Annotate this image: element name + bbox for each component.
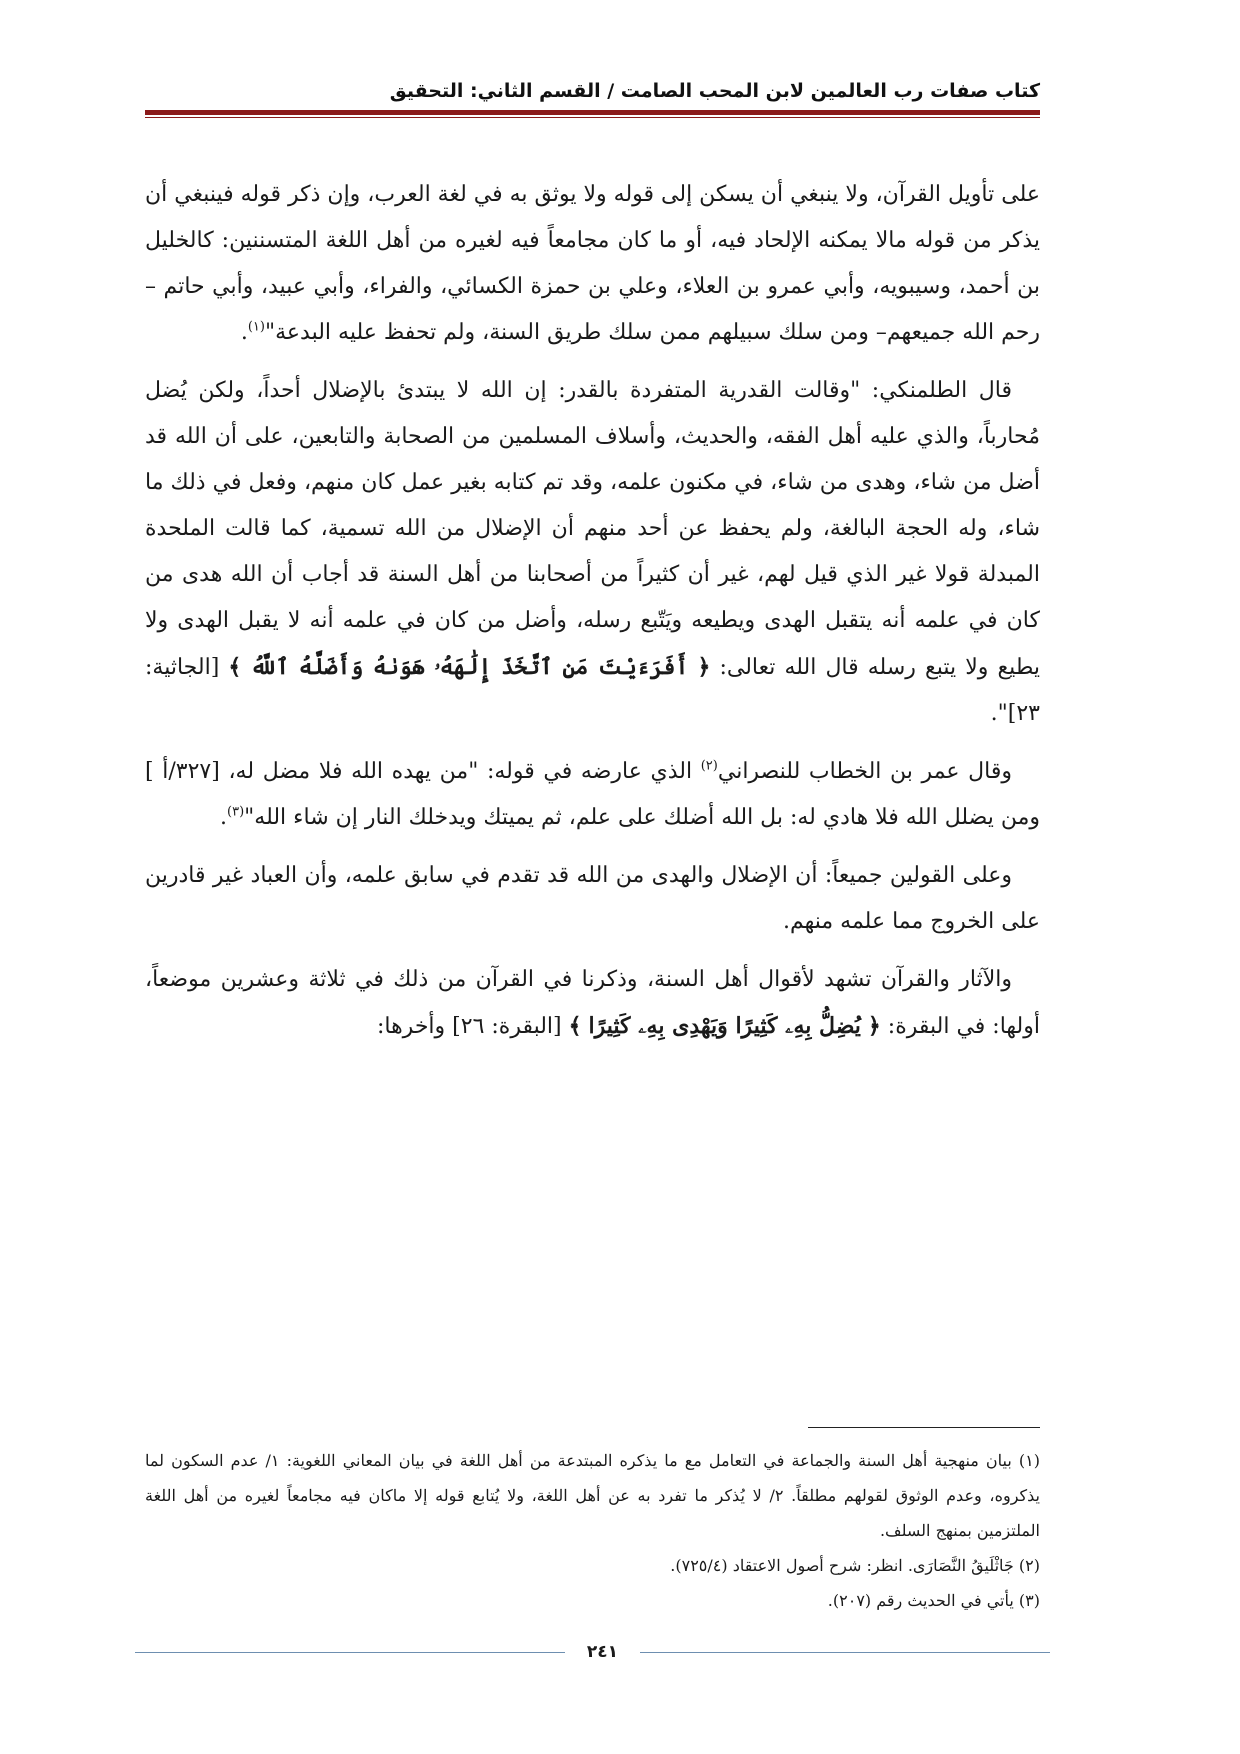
verse-reference: [الجاثية: ٢٣]".: [145, 655, 1040, 726]
footnote-3: (٣) يأتي في الحديث رقم (٢٠٧).: [827, 1591, 1040, 1610]
header-rule-thick: [145, 110, 1040, 115]
footnote-separator: [808, 1427, 1040, 1428]
quran-bracket-close: ﴾: [568, 1013, 582, 1039]
header-rule-thin: [145, 117, 1040, 118]
quran-verse-baqara: يُضِلُّ بِهِۦ كَثِيرًا وَيَهْدِى بِهِۦ كَثِيرًا: [588, 1013, 861, 1039]
footer-rule-left: [135, 1652, 565, 1653]
page-number: ٢٤١: [586, 1642, 619, 1662]
quran-verse-jathiya: أَفَرَءَيْتَ مَنِ ٱتَّخَذَ إِلَٰهَهُۥ هَوَىٰهُ وَأَضَلَّهُ ٱللَّهُ: [250, 654, 689, 680]
footnote-1: (١) بيان منهجية أهل السنة والجماعة في التعامل مع ما يذكره المبتدعة من أهل اللغة في بيان المعاني اللغوية: ١/ عدم السكون لما يذكروه، وعدم الوثوق لقولهم مطلقاً. ٢/ لا يُذكر ما تفرد به عن أهل اللغة، ولا يُتابع قوله إلا ماكان فيه مجامعاً لغيره من أهل اللغة الملتزمين بمنهج السلف.: [145, 1451, 1040, 1540]
verse-reference: [البقرة: ٢٦] وأخرها:: [376, 1014, 562, 1039]
footnote-ref-3[interactable]: (٣): [227, 804, 245, 820]
paragraph-1: على تأويل القرآن، ولا ينبغي أن يسكن إلى قوله ولا يوثق به في لغة العرب، وإن ذكر قوله فينبغي أن يذكر من قوله مالا يمكنه الإلحاد فيه، أو ما كان مجامعاً فيه لغيره من أهل اللغة المتسننين: كالخليل بن أحمد، وسيبويه، وأبي عمرو بن العلاء، وعلي بن حمزة الكسائي، والفراء، وأبي عبيد، وأبي حاتم –رحم الله جميعهم– ومن سلك سبيلهم ممن سلك طريق السنة، ولم تحفظ عليه البدعة"$^{(١)}$.: [145, 182, 1040, 345]
running-header: كتاب صفات رب العالمين لابن المحب الصامت / القسم الثاني: التحقيق: [389, 80, 1040, 102]
quran-bracket-close: ﴾: [228, 654, 242, 680]
footnotes: [145, 1443, 1040, 1618]
paragraph-3: وقال عمر بن الخطاب للنصراني$^{(٢)}$ الذي عارضه في قوله: "من يهده الله فلا مضل له، [٣٢٧/أ ] ومن يضلل الله فلا هادي له: بل الله أضلك على علم، ثم يميتك ويدخلك النار إن شاء الله"$^{(٣)}$.: [145, 758, 1040, 830]
paragraph-4: وعلى القولين جميعاً: أن الإضلال والهدى من الله قد تقدم في سابق علمه، وأن العباد غير قادرين على الخروج مما علمه منهم.: [145, 863, 1040, 934]
paragraph-2: قال الطلمنكي: "وقالت القدرية المتفردة بالقدر: إن الله لا يبتدئ بالإضلال أحداً، ولكن يُضل مُحارباً، والذي عليه أهل الفقه، والحديث، وأسلاف المسلمين من الصحابة والتابعين، على أن الله قد أضل من شاء، وهدى من شاء، في مكنون علمه، وقد تم كتابه بغير عمل كان منهم، وفعل في ذلك ما شاء، وله الحجة البالغة، ولم يحفظ عن أحد منهم أن الإضلال من الله تسمية، كما قالت الملحدة المبدلة قولا غير الذي قيل لهم، غير أن كثيراً من أصحابنا من أهل السنة قد أجاب أن الله هدى من كان في علمه أنه يتقبل الهدى ويطيعه ويَتّبع رسله، وأضل من كان في علمه أنه لا يقبل الهدى ولا يطيع ولا يتبع رسله قال الله تعالى: ﴿ أَفَرَءَيْتَ مَنِ ٱتَّخَذَ إِلَٰهَهُۥ هَوَىٰهُ وَأَضَلَّهُ ٱللَّهُ ﴾ [الجاثية: ٢٣]".: [145, 378, 1040, 726]
footer-rule-right: [640, 1652, 1050, 1653]
paragraph-5: والآثار والقرآن تشهد لأقوال أهل السنة، وذكرنا في القرآن من ذلك في ثلاثة وعشرين موضعاً، أولها: في البقرة: ﴿ يُضِلُّ بِهِۦ كَثِيرًا وَيَهْدِى بِهِۦ كَثِيرًا ﴾ [البقرة: ٢٦] وأخرها:: [145, 967, 1040, 1039]
quran-bracket-open: ﴿: [867, 1013, 881, 1039]
main-text: [145, 172, 1040, 1062]
footnote-ref-2[interactable]: (٢): [700, 758, 718, 774]
quran-bracket-open: ﴿: [697, 654, 711, 680]
footnote-ref-1[interactable]: (١): [247, 319, 265, 335]
footnote-2: (٢) جَاثْلَيقُ النَّصَارَى. انظر: شرح أصول الاعتقاد (٧٢٥/٤).: [670, 1556, 1040, 1575]
